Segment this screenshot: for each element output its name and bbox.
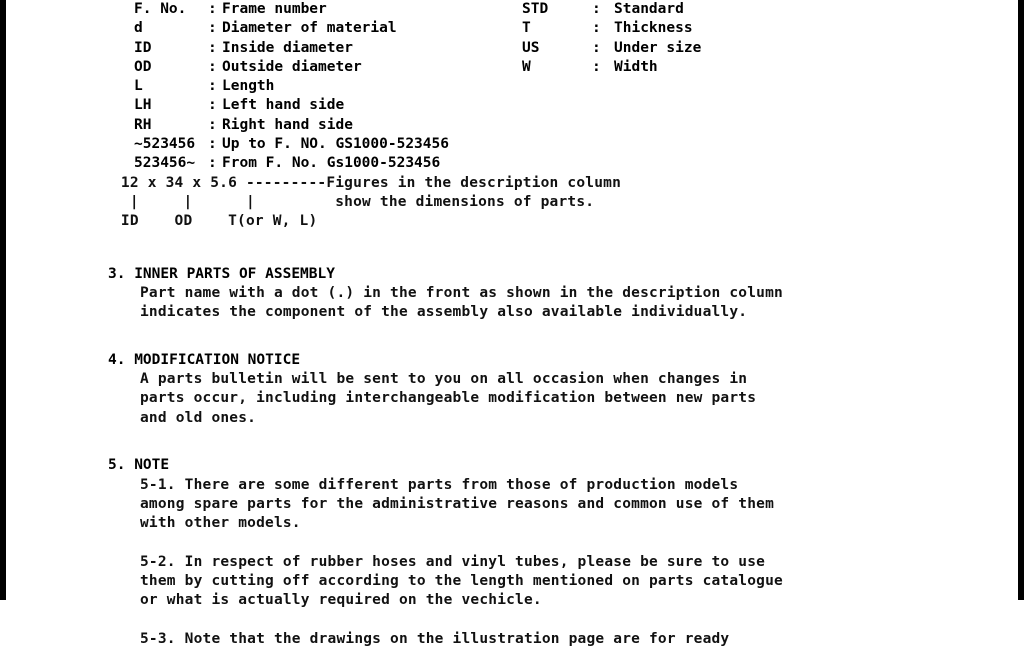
spacer xyxy=(108,533,1008,552)
section-body-line: A parts bulletin will be sent to you on all occasion when changes in xyxy=(140,371,748,388)
abbr-colon: : xyxy=(208,20,217,37)
abbr-key: d xyxy=(134,20,143,37)
abbr-value: Up to F. NO. GS1000-523456 xyxy=(222,136,449,153)
section-body-line: Part name with a dot (.) in the front as shown in the description column xyxy=(140,284,783,301)
section-heading-note: 5. NOTE xyxy=(108,457,170,474)
abbr-value: Outside diameter xyxy=(222,58,362,75)
abbr-value: Frame number xyxy=(222,1,327,17)
table-row xyxy=(108,154,1008,173)
section-body-line: 5-3. Note that the drawings on the illustration page are for ready xyxy=(140,630,730,647)
abbr-key: 523456~ xyxy=(134,155,196,172)
spacer xyxy=(108,611,1008,630)
section-body-line: 5-2. In respect of rubber hoses and vinyl tubes, please be sure to use xyxy=(140,553,766,570)
abbr-value-2: Width xyxy=(614,58,658,75)
abbr-colon: : xyxy=(208,58,217,75)
abbr-key: RH xyxy=(134,116,152,133)
left-page-border xyxy=(0,0,6,600)
abbr-key: LH xyxy=(134,97,152,114)
abbr-key-2: T xyxy=(522,20,531,37)
spacer xyxy=(108,428,1008,447)
abbr-colon: : xyxy=(208,116,217,133)
section-body-line: them by cutting off according to the length mentioned on parts catalogue xyxy=(140,573,783,590)
abbr-key: ~523456 xyxy=(134,136,196,153)
section-body-line: indicates the component of the assembly also available individually. xyxy=(140,304,748,321)
abbr-key: L xyxy=(134,78,143,95)
abbr-colon: : xyxy=(208,155,217,172)
section-body-line: or what is actually required on the vechicle. xyxy=(140,592,542,609)
section-body-line: parts occur, including interchangeable modification between new parts xyxy=(140,390,757,407)
dimension-note-line-2: | | | show the dimensions of parts. xyxy=(112,193,595,210)
abbr-key-2: W xyxy=(522,58,531,75)
abbr-value-2: Under size xyxy=(614,39,702,56)
abbr-key-2: STD xyxy=(522,1,549,17)
abbr-value: Inside diameter xyxy=(222,39,353,56)
abbr-key: OD xyxy=(134,58,152,75)
document-content xyxy=(108,0,1008,649)
table-row xyxy=(108,135,1008,154)
abbr-colon: : xyxy=(208,39,217,56)
section-body-line: among spare parts for the administrative reasons and common use of them xyxy=(140,495,775,512)
dimension-note-line-1: 12 x 34 x 5.6 ---------Figures in the description column xyxy=(112,174,621,191)
spacer xyxy=(108,322,1008,341)
spacer xyxy=(108,256,1008,265)
section-heading-modification-notice: 4. MODIFICATION NOTICE xyxy=(108,351,301,368)
table-row xyxy=(108,116,1008,135)
abbr-colon-2: : xyxy=(592,39,601,56)
abbr-key: F. No. xyxy=(134,1,187,17)
abbr-value: Left hand side xyxy=(222,97,345,114)
table-row xyxy=(108,77,1008,96)
abbr-colon-2: : xyxy=(592,58,601,75)
abbr-key-2: US xyxy=(522,39,540,56)
spacer xyxy=(108,342,1008,351)
spacer xyxy=(108,232,1008,256)
table-row xyxy=(108,39,1008,58)
abbr-value: Diameter of material xyxy=(222,20,397,37)
table-row xyxy=(108,58,1008,77)
abbr-value-2: Standard xyxy=(614,1,684,17)
spacer xyxy=(108,447,1008,456)
right-page-border xyxy=(1018,0,1024,600)
section-heading-inner-parts: 3. INNER PARTS OF ASSEMBLY xyxy=(108,265,335,282)
abbr-colon: : xyxy=(208,1,217,17)
abbreviation-table xyxy=(108,0,1008,174)
abbr-value: From F. No. Gs1000-523456 xyxy=(222,155,441,172)
abbr-value: Right hand side xyxy=(222,116,353,133)
dimension-note-line-3: ID OD T(or W, L) xyxy=(112,213,318,230)
abbr-colon: : xyxy=(208,78,217,95)
section-body-line: and old ones. xyxy=(140,409,257,426)
abbr-colon-2: : xyxy=(592,20,601,37)
table-row xyxy=(108,19,1008,38)
abbr-colon: : xyxy=(208,97,217,114)
abbr-key: ID xyxy=(134,39,152,56)
table-row xyxy=(108,96,1008,115)
section-body-line: with other models. xyxy=(140,515,301,532)
abbr-value: Length xyxy=(222,78,275,95)
abbr-value-2: Thickness xyxy=(614,20,693,37)
section-body-line: 5-1. There are some different parts from those of production models xyxy=(140,476,739,493)
abbr-colon-2: : xyxy=(592,1,601,17)
abbr-colon: : xyxy=(208,136,217,153)
table-row xyxy=(108,0,1008,19)
